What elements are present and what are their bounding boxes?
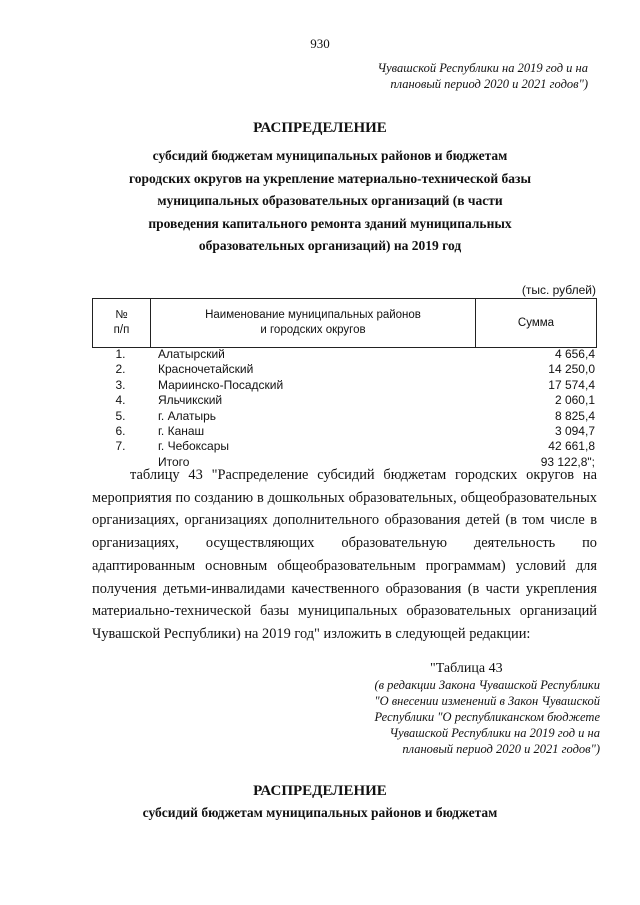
header-name-cell: Наименование муниципальных районов и городских округов xyxy=(151,299,476,348)
table-row xyxy=(92,409,597,424)
row-name: Мариинско-Посадский xyxy=(158,377,284,392)
edition-note-line: (в редакции Закона Чувашской Республики xyxy=(374,678,600,692)
body-paragraph-block xyxy=(92,464,597,646)
edition-note xyxy=(300,677,600,757)
section-subheading-2: субсидий бюджетам муниципальных районов и бюджетам xyxy=(142,805,498,820)
row-name: г. Алатырь xyxy=(158,408,217,423)
row-name: Алатырский xyxy=(158,347,225,361)
row-num: 7. xyxy=(115,439,126,454)
header-note xyxy=(228,60,588,92)
section-heading: РАСПРЕДЕЛЕНИЕ xyxy=(253,120,387,136)
table-row xyxy=(92,362,597,377)
header-sum-cell: Сумма xyxy=(476,299,597,348)
edition-note-line: "О внесении изменений в Закон Чувашской xyxy=(374,694,600,708)
header-note-line: Чувашской Республики на 2019 год и на xyxy=(377,61,588,75)
row-name: Красночетайский xyxy=(158,362,254,377)
row-name: г. Чебоксары xyxy=(158,439,230,454)
table-row xyxy=(92,424,597,439)
table-label: "Таблица 43 xyxy=(430,661,503,676)
row-sum: 4 656,4 xyxy=(554,347,595,361)
row-name: г. Канаш xyxy=(158,423,205,438)
edition-note-line: плановый период 2020 и 2021 годов") xyxy=(402,742,600,756)
row-sum: 8 825,4 xyxy=(554,408,595,423)
row-num: 3. xyxy=(115,377,126,392)
row-num: 1. xyxy=(115,347,126,361)
header-note-line: плановый период 2020 и 2021 годов") xyxy=(390,77,588,91)
table-row xyxy=(92,378,597,393)
subheading-line: муниципальных образовательных организаций (в части xyxy=(157,193,503,209)
total-label: Итого xyxy=(158,454,190,469)
row-sum: 14 250,0 xyxy=(548,362,595,377)
row-num: 6. xyxy=(115,423,126,438)
edition-note-line: Чувашской Республики на 2019 год и на xyxy=(389,726,600,740)
edition-note-line: Республики "О республиканском бюджете xyxy=(374,710,600,724)
row-num: 5. xyxy=(115,408,126,423)
row-sum: 17 574,4 xyxy=(548,377,595,392)
total-sum: 93 122,8"; xyxy=(540,454,595,469)
table-row xyxy=(92,393,597,408)
row-name: Яльчикский xyxy=(158,393,223,408)
units-label: (тыс. рублей) xyxy=(521,283,596,297)
subheading-line: городских округов на укрепление материально-технической базы xyxy=(128,170,531,186)
page-number: 930 xyxy=(310,36,330,51)
table-row xyxy=(92,439,597,454)
row-num: 2. xyxy=(115,362,126,377)
table-row xyxy=(92,347,597,362)
table-header xyxy=(92,298,597,348)
row-sum: 3 094,7 xyxy=(554,423,595,438)
row-sum: 2 060,1 xyxy=(554,393,595,408)
header-num-cell: № п/п xyxy=(93,299,151,348)
subheading-line: проведения капитального ремонта зданий муниципальных xyxy=(148,215,512,231)
subheading-line: субсидий бюджетам муниципальных районов и бюджетам xyxy=(152,148,508,163)
section-subheading xyxy=(70,145,590,258)
subheading-line: образовательных организаций) на 2019 год xyxy=(198,238,462,254)
table-body xyxy=(92,347,597,470)
section-heading-2: РАСПРЕДЕЛЕНИЕ xyxy=(253,783,387,799)
row-num: 4. xyxy=(115,393,126,408)
row-sum: 42 661,8 xyxy=(548,439,595,454)
body-paragraph: таблицу 43 "Распределение субсидий бюджетам городских округов на мероприятия по созданию в дошкольных образовательных, общеобразовательных организациях, организациях дополнительного образования детей (в том числе в организациях, осуществляющих образовательную деятельность по адаптированным основным общеобразовательным программам) условий для получения детьми-инвалидами качественного образования (в части укрепления материально-технической базы муниципальных образовательных организаций Чувашской Республики) на 2019 год" изложить в следующей редакции: xyxy=(92,467,597,642)
